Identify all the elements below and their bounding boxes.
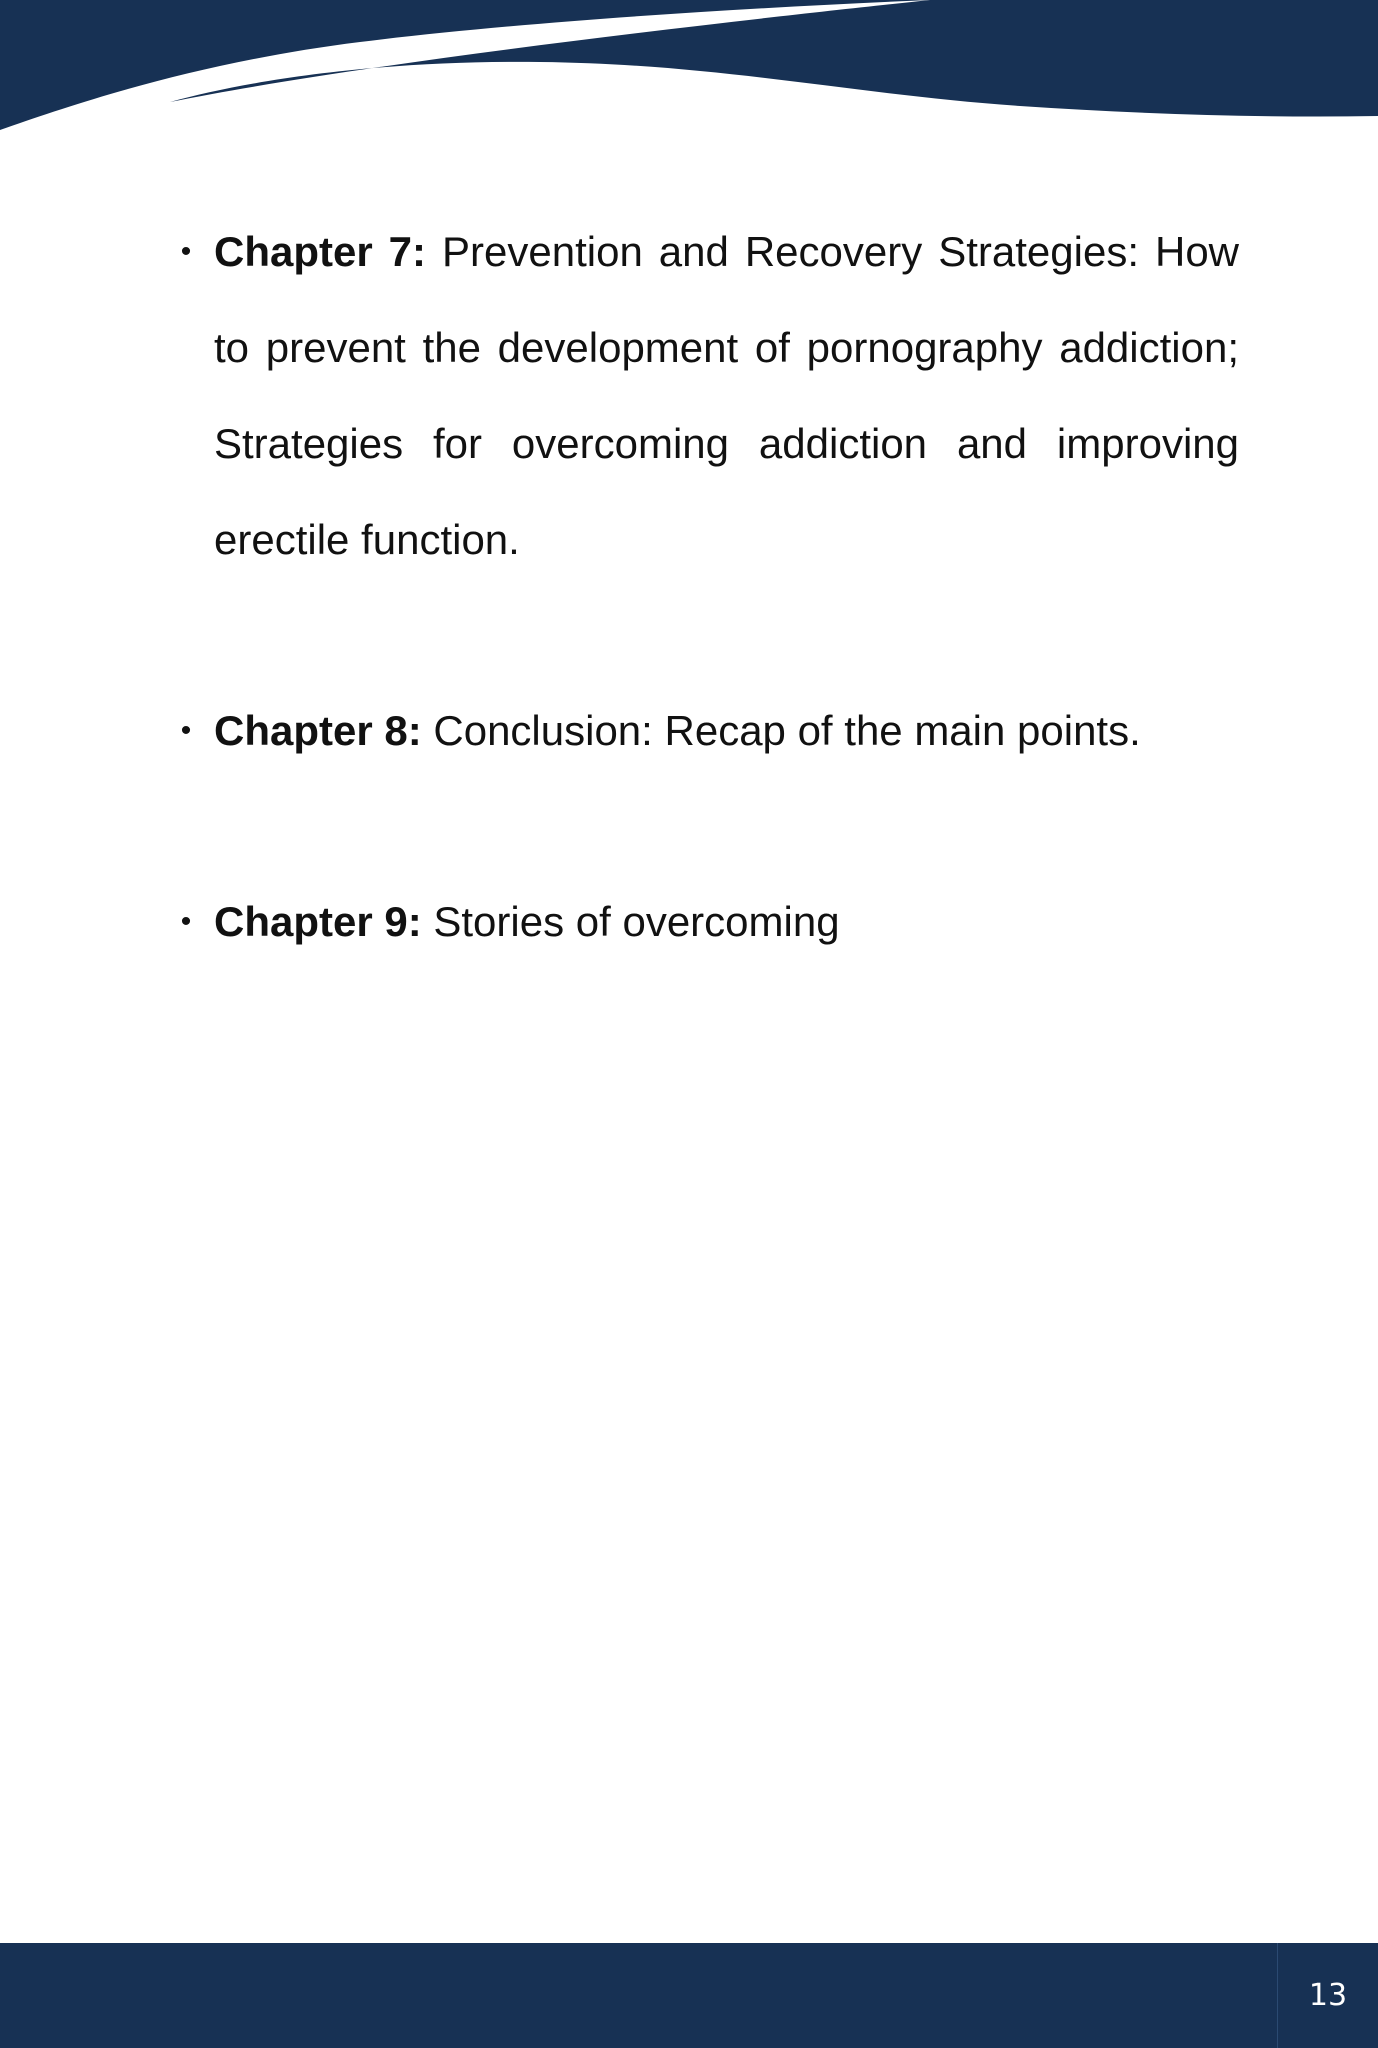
chapter-7-label: Chapter 7: [214,228,427,275]
chapter-8-label: Chapter 8: [214,707,422,754]
chapter-list [180,204,1240,970]
bullet-icon: • [180,235,192,268]
chapter-7-item [180,204,1240,588]
chapter-9-label: Chapter 9: [214,898,422,945]
chapter-9-item [180,874,1239,970]
header-wave-decoration [0,0,1378,140]
page-number: 13 [1308,1978,1348,2013]
bullet-icon: • [180,714,192,747]
chapter-7-text: Prevention and Recovery Strategies: How to prevent the development of pornography addiction; Strategies for overcoming addiction and improving erectile function. [214,228,1240,563]
chapter-8-item [180,683,1239,779]
bullet-icon: • [180,905,192,938]
footer-bar [0,1943,1378,2048]
chapter-9-text: Stories of overcoming [433,898,840,945]
chapter-8-text: Conclusion: Recap of the main points. [433,707,1141,754]
page-number-box [1277,1943,1378,2048]
